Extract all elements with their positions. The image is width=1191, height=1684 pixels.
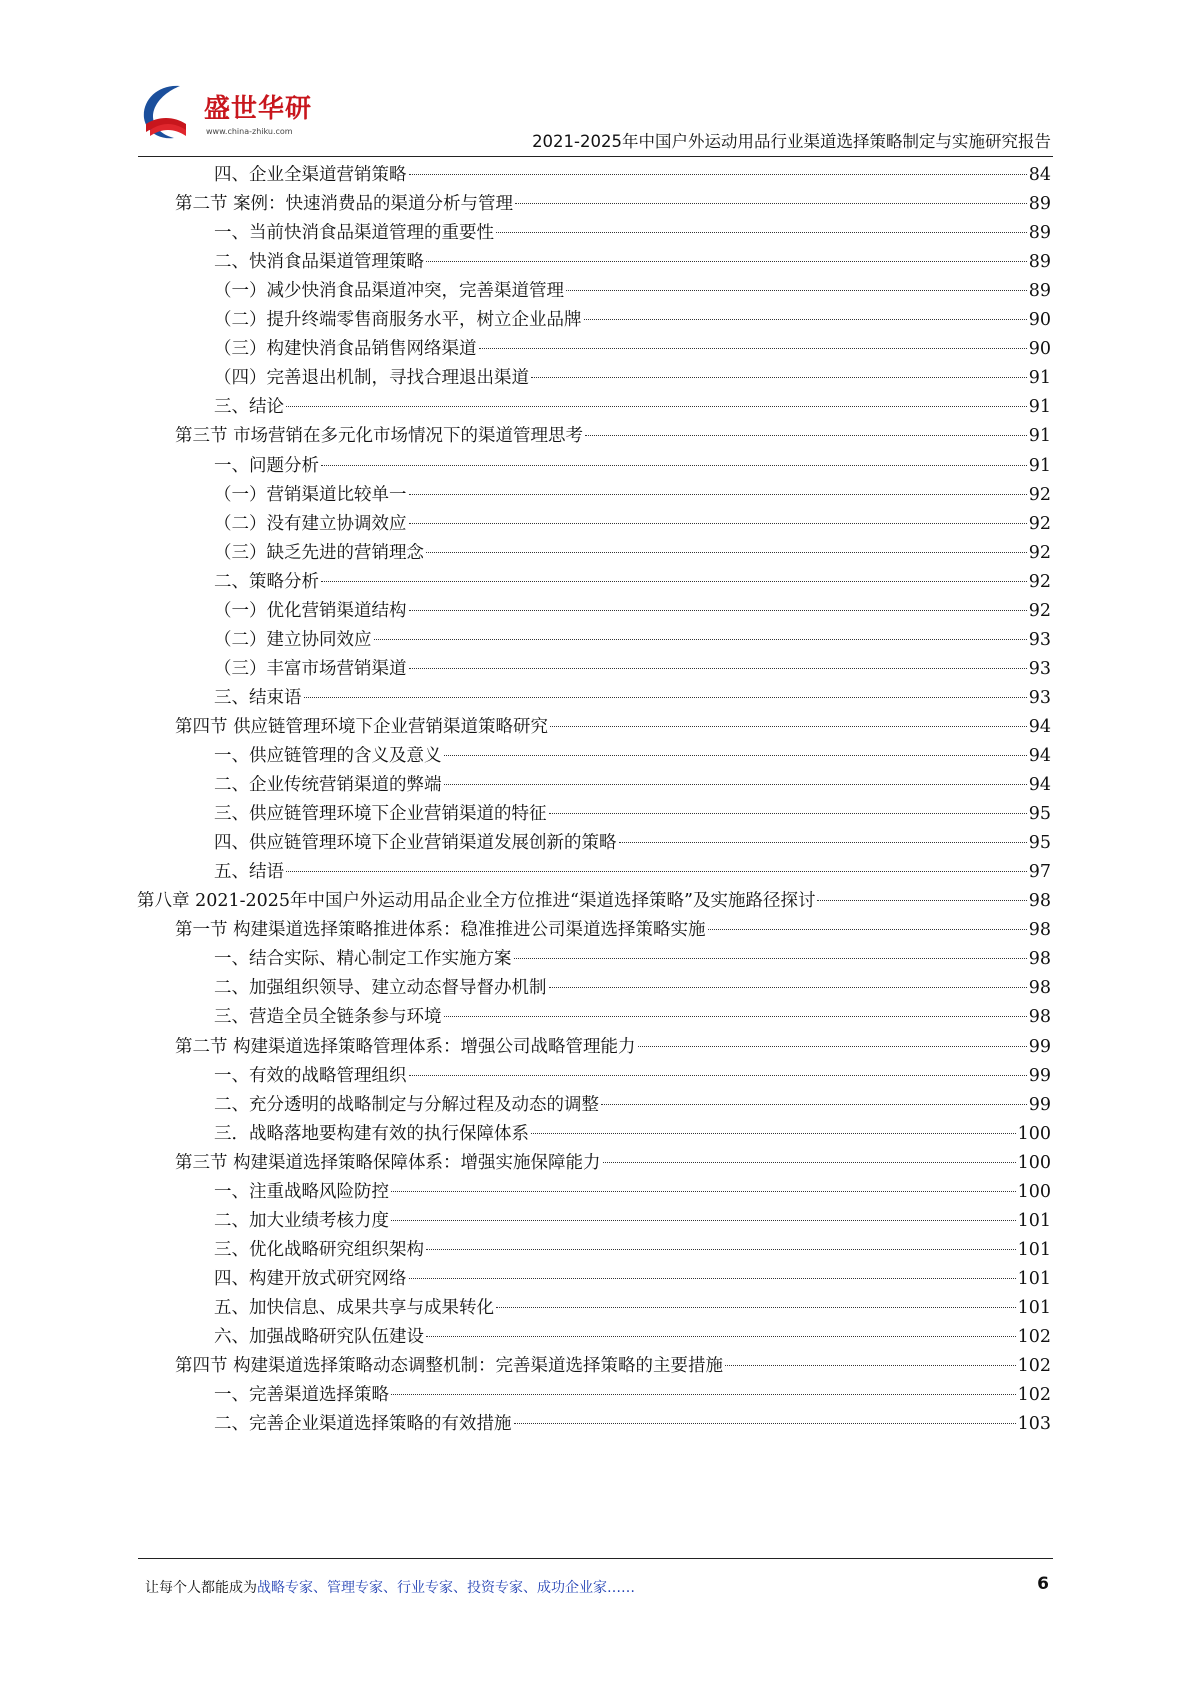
toc-entry-page: 90 bbox=[1028, 310, 1051, 331]
toc-entry-page: 100 bbox=[1017, 1123, 1051, 1144]
toc-entry[interactable] bbox=[214, 1322, 1051, 1352]
toc-entry-page: 100 bbox=[1017, 1152, 1051, 1173]
toc-entry-title: 三、营造全员全链条参与环境 bbox=[214, 1007, 442, 1028]
toc-leader-dots bbox=[409, 494, 1027, 495]
toc-entry-title: 二、策略分析 bbox=[214, 571, 319, 592]
toc-entry-title: （二）提升终端零售商服务水平，树立企业品牌 bbox=[214, 310, 582, 331]
toc-leader-dots bbox=[638, 1046, 1027, 1047]
toc-entry-page: 84 bbox=[1028, 165, 1051, 185]
toc-entry-title: （三）构建快消食品销售网络渠道 bbox=[214, 339, 477, 360]
toc-entry-title: 第一节 构建渠道选择策略推进体系：稳准推进公司渠道选择策略实施 bbox=[175, 920, 706, 941]
toc-leader-dots bbox=[566, 290, 1027, 291]
toc-entry[interactable] bbox=[214, 1380, 1051, 1410]
toc-entry-page: 101 bbox=[1017, 1297, 1051, 1318]
toc-entry-title: 二、快消食品渠道管理策略 bbox=[214, 252, 424, 273]
toc-leader-dots bbox=[708, 929, 1027, 930]
toc-entry-title: 四、企业全渠道营销策略 bbox=[214, 165, 407, 185]
toc-entry-page: 89 bbox=[1028, 194, 1051, 215]
toc-entry[interactable] bbox=[214, 828, 1051, 858]
toc-entry-page: 102 bbox=[1017, 1385, 1051, 1406]
toc-entry[interactable] bbox=[214, 567, 1051, 597]
toc-entry-page: 92 bbox=[1028, 542, 1051, 563]
footer-slogan-highlight: 战略专家、管理专家、行业专家、投资专家、成功企业家…… bbox=[257, 1580, 635, 1596]
logo-name: 盛世华研 bbox=[204, 94, 313, 124]
toc-entry-page: 90 bbox=[1028, 339, 1051, 360]
toc-entry-page: 89 bbox=[1028, 223, 1051, 244]
toc-entry[interactable] bbox=[214, 480, 1051, 510]
toc-entry[interactable] bbox=[214, 857, 1051, 887]
toc-leader-dots bbox=[817, 900, 1026, 901]
toc-entry-page: 98 bbox=[1028, 1007, 1051, 1028]
toc-entry-title: 第八章 2021-2025年中国户外运动用品企业全方位推进“渠道选择策略”及实施路径探讨 bbox=[137, 891, 816, 912]
footer-slogan bbox=[145, 1577, 635, 1597]
toc-leader-dots bbox=[304, 697, 1027, 698]
toc-entry-page: 103 bbox=[1017, 1414, 1051, 1435]
toc-leader-dots bbox=[603, 1162, 1016, 1163]
toc-leader-dots bbox=[286, 406, 1027, 407]
toc-entry-title: 一、完善渠道选择策略 bbox=[214, 1385, 389, 1406]
toc-entry-title: 三．战略落地要构建有效的执行保障体系 bbox=[214, 1123, 529, 1144]
toc-entry[interactable] bbox=[214, 1293, 1051, 1323]
toc-entry-page: 102 bbox=[1017, 1356, 1051, 1377]
toc-entry-title: 一、有效的战略管理组织 bbox=[214, 1065, 407, 1086]
toc-leader-dots bbox=[531, 377, 1027, 378]
toc-leader-dots bbox=[531, 1133, 1016, 1134]
toc-entry[interactable] bbox=[214, 596, 1051, 626]
toc-entry-title: 一、注重战略风险防控 bbox=[214, 1181, 389, 1202]
toc-entry-title: 一、供应链管理的含义及意义 bbox=[214, 746, 442, 766]
toc-entry-title: 第三节 构建渠道选择策略保障体系：增强实施保障能力 bbox=[175, 1152, 601, 1173]
toc-leader-dots bbox=[444, 755, 1027, 756]
toc-entry-title: （四）完善退出机制，寻找合理退出渠道 bbox=[214, 368, 529, 389]
toc-leader-dots bbox=[496, 1307, 1016, 1308]
toc-entry[interactable] bbox=[214, 1235, 1051, 1265]
toc-entry-title: 五、加快信息、成果共享与成果转化 bbox=[214, 1297, 494, 1318]
report-title: 2021-2025年中国户外运动用品行业渠道选择策略制定与实施研究报告 bbox=[532, 132, 1051, 151]
toc-leader-dots bbox=[479, 348, 1027, 349]
toc-entry-page: 99 bbox=[1028, 1036, 1051, 1057]
toc-entry-title: 六、加强战略研究队伍建设 bbox=[214, 1327, 424, 1347]
toc-entry-title: （二）建立协同效应 bbox=[214, 629, 372, 650]
toc-leader-dots bbox=[409, 174, 1027, 175]
toc-entry[interactable] bbox=[214, 973, 1051, 1003]
toc-entry-title: 三、结论 bbox=[214, 397, 284, 418]
toc-leader-dots bbox=[601, 1104, 1027, 1105]
toc-entry-page: 92 bbox=[1028, 513, 1051, 534]
toc-leader-dots bbox=[409, 1075, 1027, 1076]
toc-entry[interactable] bbox=[214, 334, 1051, 364]
toc-leader-dots bbox=[321, 465, 1027, 466]
page-number: 6 bbox=[1037, 1574, 1049, 1594]
toc-entry[interactable] bbox=[214, 218, 1051, 248]
toc-entry[interactable] bbox=[214, 276, 1051, 306]
toc-entry[interactable] bbox=[214, 247, 1051, 277]
toc-entry-title: 第四节 构建渠道选择策略动态调整机制：完善渠道选择策略的主要措施 bbox=[175, 1356, 724, 1377]
toc-leader-dots bbox=[496, 232, 1027, 233]
toc-leader-dots bbox=[409, 1278, 1016, 1279]
footer-divider bbox=[138, 1558, 1053, 1559]
toc-leader-dots bbox=[725, 1365, 1016, 1366]
toc-leader-dots bbox=[426, 1249, 1016, 1250]
toc-entry-title: （三）丰富市场营销渠道 bbox=[214, 658, 407, 679]
toc-entry-page: 98 bbox=[1028, 978, 1051, 999]
toc-entry-title: 一、问题分析 bbox=[214, 455, 319, 476]
toc-leader-dots bbox=[374, 639, 1027, 640]
toc-entry[interactable] bbox=[214, 683, 1051, 713]
toc-entry[interactable] bbox=[175, 189, 1051, 219]
toc-entry-title: 三、结束语 bbox=[214, 687, 302, 708]
toc-entry[interactable] bbox=[214, 654, 1051, 684]
toc-entry-title: （一）减少快消食品渠道冲突，完善渠道管理 bbox=[214, 281, 564, 302]
toc-leader-dots bbox=[409, 668, 1027, 669]
toc-entry-page: 91 bbox=[1028, 455, 1051, 476]
toc-entry-title: （三）缺乏先进的营销理念 bbox=[214, 542, 424, 563]
toc-entry[interactable] bbox=[214, 1119, 1051, 1149]
toc-entry-page: 97 bbox=[1028, 862, 1051, 883]
toc-entry[interactable] bbox=[214, 1409, 1051, 1439]
toc-entry[interactable] bbox=[214, 944, 1051, 974]
toc-entry-page: 89 bbox=[1028, 281, 1051, 302]
toc-entry-title: 第四节 供应链管理环境下企业营销渠道策略研究 bbox=[175, 716, 549, 737]
toc-entry-page: 93 bbox=[1028, 658, 1051, 679]
toc-entry-page: 92 bbox=[1028, 600, 1051, 621]
logo bbox=[140, 80, 320, 146]
toc-entry-title: （二）没有建立协调效应 bbox=[214, 513, 407, 534]
toc-leader-dots bbox=[549, 813, 1027, 814]
toc-entry-page: 94 bbox=[1028, 775, 1051, 796]
toc-entry-page: 95 bbox=[1028, 804, 1051, 825]
toc-leader-dots bbox=[321, 581, 1027, 582]
toc-leader-dots bbox=[444, 784, 1027, 785]
logo-icon bbox=[140, 80, 204, 146]
toc-entry-title: 三、供应链管理环境下企业营销渠道的特征 bbox=[214, 804, 547, 825]
toc-leader-dots bbox=[409, 523, 1027, 524]
toc-entry-page: 93 bbox=[1028, 687, 1051, 708]
toc-leader-dots bbox=[426, 261, 1027, 262]
toc-entry-page: 92 bbox=[1028, 484, 1051, 505]
toc-leader-dots bbox=[619, 842, 1027, 843]
toc-entry-title: （一）营销渠道比较单一 bbox=[214, 484, 407, 505]
toc-leader-dots bbox=[514, 1423, 1016, 1424]
toc-entry-page: 101 bbox=[1017, 1210, 1051, 1231]
toc-entry-page: 95 bbox=[1028, 833, 1051, 854]
toc-entry-title: 二、完善企业渠道选择策略的有效措施 bbox=[214, 1414, 512, 1435]
toc-entry-page: 91 bbox=[1028, 397, 1051, 418]
toc-leader-dots bbox=[550, 726, 1027, 727]
toc-entry-title: 二、加强组织领导、建立动态督导督办机制 bbox=[214, 978, 547, 999]
toc-entry-title: 四、构建开放式研究网络 bbox=[214, 1268, 407, 1289]
toc-entry-page: 98 bbox=[1028, 891, 1051, 912]
toc-entry-page: 94 bbox=[1028, 746, 1051, 766]
toc-entry[interactable] bbox=[214, 1061, 1051, 1091]
toc-entry-page: 100 bbox=[1017, 1181, 1051, 1202]
toc-entry[interactable] bbox=[214, 392, 1051, 422]
toc-leader-dots bbox=[391, 1191, 1016, 1192]
toc-entry[interactable] bbox=[214, 1002, 1051, 1032]
toc-entry-page: 93 bbox=[1028, 629, 1051, 650]
toc-entry-title: 二、企业传统营销渠道的弊端 bbox=[214, 775, 442, 796]
toc-entry-title: 第二节 案例：快速消费品的渠道分析与管理 bbox=[175, 194, 514, 215]
toc-entry-title: （一）优化营销渠道结构 bbox=[214, 600, 407, 621]
toc-entry-page: 101 bbox=[1017, 1268, 1051, 1289]
toc-entry-title: 第二节 构建渠道选择策略管理体系：增强公司战略管理能力 bbox=[175, 1036, 636, 1057]
toc-leader-dots bbox=[549, 987, 1027, 988]
toc-leader-dots bbox=[584, 319, 1027, 320]
toc-entry[interactable] bbox=[214, 363, 1051, 393]
footer-slogan-prefix: 让每个人都能成为 bbox=[145, 1580, 257, 1596]
toc-entry[interactable] bbox=[214, 799, 1051, 829]
toc-entry-page: 98 bbox=[1028, 920, 1051, 941]
toc-entry-page: 102 bbox=[1017, 1327, 1051, 1347]
toc-leader-dots bbox=[585, 435, 1027, 436]
toc-leader-dots bbox=[426, 552, 1027, 553]
toc-leader-dots bbox=[426, 1336, 1016, 1337]
toc-entry-title: 五、结语 bbox=[214, 862, 284, 883]
header-divider bbox=[138, 156, 1053, 157]
toc-leader-dots bbox=[444, 1016, 1027, 1017]
toc-entry[interactable] bbox=[214, 160, 1051, 190]
toc-entry-title: 二、加大业绩考核力度 bbox=[214, 1210, 389, 1231]
toc-entry[interactable] bbox=[175, 915, 1051, 945]
toc-entry-page: 99 bbox=[1028, 1065, 1051, 1086]
toc-entry[interactable] bbox=[175, 712, 1051, 742]
toc-entry[interactable] bbox=[175, 1148, 1051, 1178]
toc-entry[interactable] bbox=[214, 305, 1051, 335]
toc-entry-page: 99 bbox=[1028, 1094, 1051, 1115]
toc-leader-dots bbox=[409, 610, 1027, 611]
toc-entry-page: 98 bbox=[1028, 949, 1051, 970]
toc-entry[interactable] bbox=[214, 625, 1051, 655]
toc-entry[interactable] bbox=[214, 1206, 1051, 1236]
toc-entry-title: 四、供应链管理环境下企业营销渠道发展创新的策略 bbox=[214, 833, 617, 854]
toc-entry-page: 91 bbox=[1028, 368, 1051, 389]
toc-entry[interactable] bbox=[214, 770, 1051, 800]
toc-entry-page: 101 bbox=[1017, 1239, 1051, 1260]
logo-url: www.china-zhiku.com bbox=[206, 127, 293, 136]
toc-entry-page: 91 bbox=[1028, 426, 1051, 447]
toc-entry-title: 三、优化战略研究组织架构 bbox=[214, 1239, 424, 1260]
toc-entry[interactable] bbox=[175, 1032, 1051, 1062]
toc-entry-title: 第三节 市场营销在多元化市场情况下的渠道管理思考 bbox=[175, 426, 584, 447]
toc-entry-page: 89 bbox=[1028, 252, 1051, 273]
toc-leader-dots bbox=[391, 1220, 1016, 1221]
toc-entry[interactable] bbox=[214, 451, 1051, 481]
toc-leader-dots bbox=[286, 871, 1027, 872]
toc-leader-dots bbox=[515, 203, 1027, 204]
toc-entry[interactable] bbox=[214, 1090, 1051, 1120]
toc-entry-title: 一、当前快消食品渠道管理的重要性 bbox=[214, 223, 494, 244]
toc-entry[interactable] bbox=[137, 886, 1051, 916]
toc-entry[interactable] bbox=[175, 421, 1051, 451]
toc-entry-page: 94 bbox=[1028, 716, 1051, 737]
toc-leader-dots bbox=[391, 1394, 1016, 1395]
toc-entry-page: 92 bbox=[1028, 571, 1051, 592]
toc-entry[interactable] bbox=[214, 741, 1051, 771]
toc-leader-dots bbox=[514, 958, 1027, 959]
toc-entry[interactable] bbox=[214, 1264, 1051, 1294]
toc-entry-title: 二、充分透明的战略制定与分解过程及动态的调整 bbox=[214, 1094, 599, 1115]
toc-entry[interactable] bbox=[214, 1177, 1051, 1207]
toc-entry[interactable] bbox=[175, 1351, 1051, 1381]
toc-entry-title: 一、结合实际、精心制定工作实施方案 bbox=[214, 949, 512, 970]
toc-entry[interactable] bbox=[214, 538, 1051, 568]
toc-entry[interactable] bbox=[214, 509, 1051, 539]
